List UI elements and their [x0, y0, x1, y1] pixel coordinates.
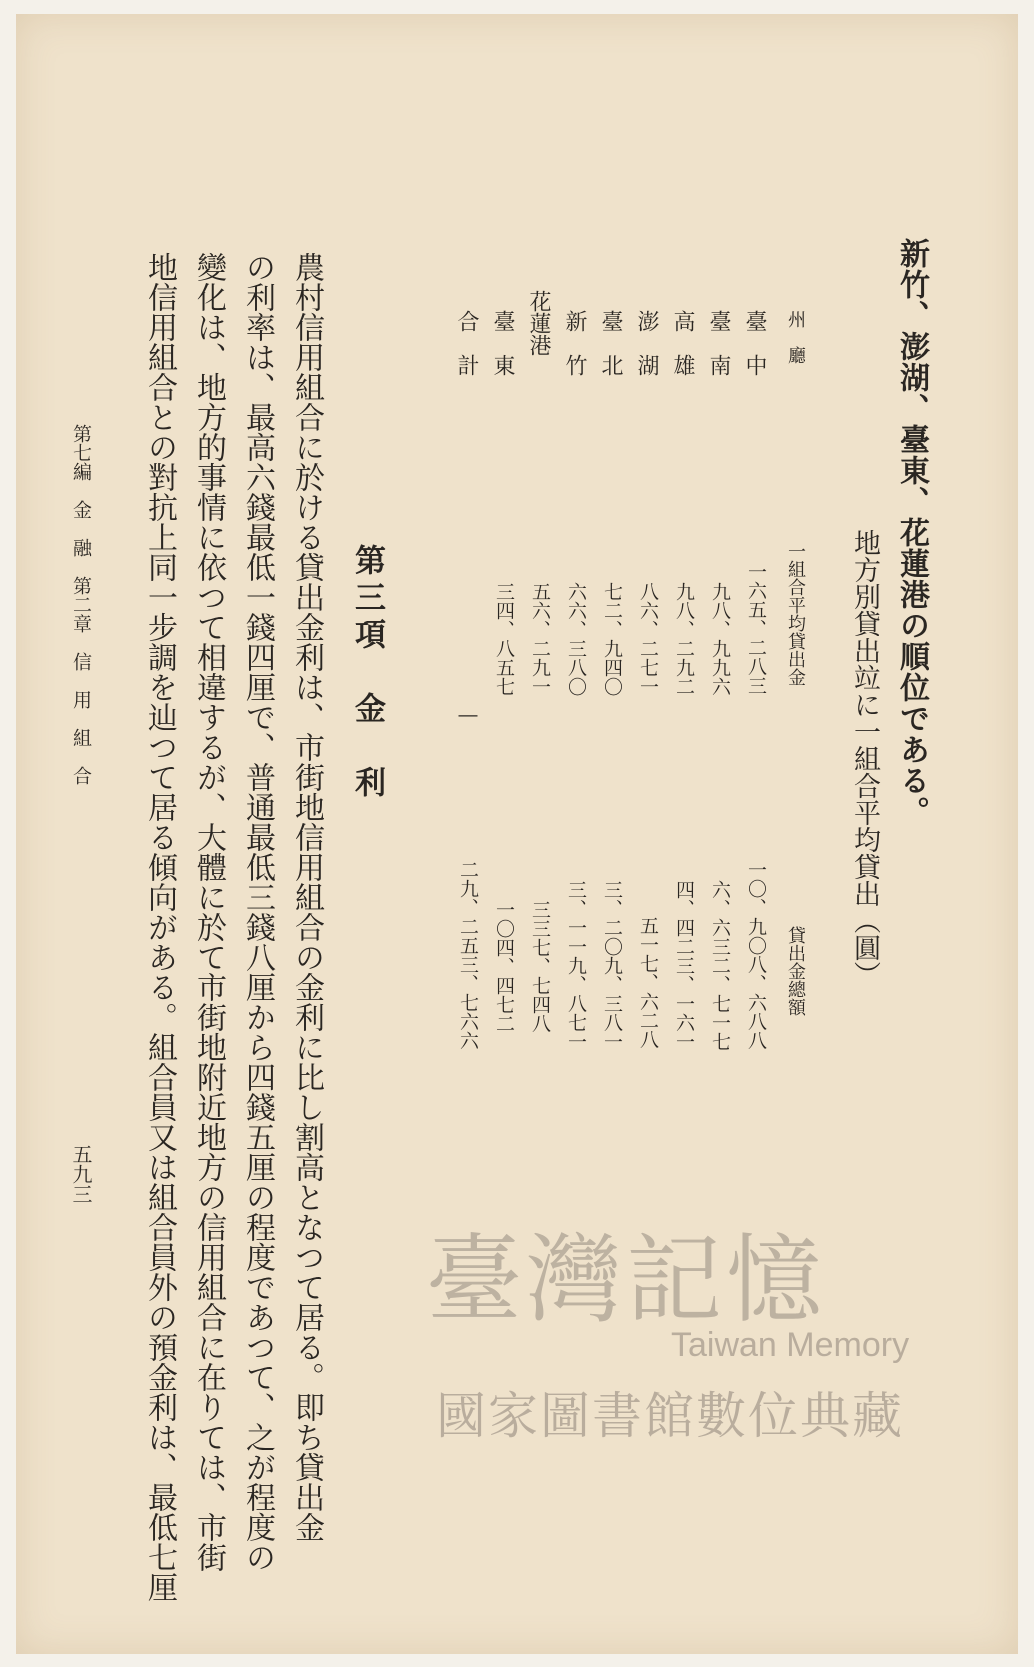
table-cell-avg: 三四、八五七: [493, 582, 515, 696]
watermark-english: Taiwan Memory: [671, 1326, 910, 1364]
table-cell-region: 臺 南: [706, 310, 731, 376]
table-cell-region: 花蓮港: [526, 290, 551, 356]
table-cell-avg: 九八、二九二: [673, 582, 695, 696]
body-line: の利率は、最高六錢最低一錢四厘で、普通最低三錢八厘から四錢五厘の程度であつて、之が程度の: [240, 252, 275, 1572]
table-cell-total: 一〇、九〇八、六八八: [745, 860, 767, 1050]
table-cell-total: 六、六三二、七一七: [709, 880, 731, 1051]
table-cell-total: 二九、二五三、七六六: [457, 860, 479, 1050]
body-line: 農村信用組合に於ける貸出金利は、市街地信用組合の金利に比し割高となつて居る。即ち貸出金: [289, 252, 324, 1542]
table-cell-region: 澎 湖: [634, 310, 659, 376]
table-cell-region: 合 計: [454, 310, 479, 376]
book-page: [16, 14, 1018, 1654]
table-cell-region: 新 竹: [562, 310, 587, 376]
table-cell-avg: 一六五、二八三: [745, 562, 767, 695]
table-cell-region: 臺 東: [490, 310, 515, 376]
table-cell-total: 四、四二三、一六一: [673, 880, 695, 1051]
table-cell-region: 高 雄: [670, 310, 695, 376]
table-header-region: 州 廳: [785, 310, 806, 364]
watermark-logo: [416, 1204, 936, 1454]
intro-line: 新竹、澎湖、臺東、花蓮港の順位である。: [894, 238, 929, 827]
table-header-avg: 一組合平均貸出金: [785, 542, 806, 686]
table-cell-avg: ―: [457, 704, 479, 726]
table-cell-total: 五一七、六二八: [637, 916, 659, 1049]
table-cell-region: 臺 中: [742, 310, 767, 376]
table-cell-total: 一〇四、四七二: [493, 900, 515, 1033]
table-cell-region: 臺 北: [598, 310, 623, 376]
watermark-org: 國家圖書館數位典藏: [436, 1387, 904, 1445]
page-number: 五九三: [69, 1144, 93, 1204]
running-footer: 第七編 金 融 第二章 信 用 組 合: [70, 424, 92, 785]
table-cell-total: 三三七、七四八: [529, 900, 551, 1033]
section-title: 第三項 金 利: [349, 544, 385, 803]
table-cell-avg: 七二、九四〇: [601, 582, 623, 696]
table-header-total: 貸出金總額: [785, 926, 806, 1016]
watermark-title: 臺灣記憶: [426, 1224, 826, 1336]
table-cell-avg: 六六、三八〇: [565, 582, 587, 696]
table-cell-avg: 九八、九九六: [709, 582, 731, 696]
table-title: 地方別貸出竝に一組合平均貸出（圓）: [849, 529, 880, 988]
table-cell-avg: 五六、二九一: [529, 582, 551, 696]
body-line: 變化は、地方的事情に依つて相違するが、大體に於て市街地附近地方の信用組合に在りては、市街: [191, 252, 226, 1572]
body-line: 地信用組合との對抗上同一步調を辿つて居る傾向がある。組合員又は組合員外の預金利は、最低七厘: [142, 252, 177, 1602]
table-cell-total: 三、一一九、八七一: [565, 880, 587, 1051]
table-cell-avg: 八六、二七一: [637, 582, 659, 696]
table-cell-total: 三、二〇九、三八一: [601, 880, 623, 1051]
